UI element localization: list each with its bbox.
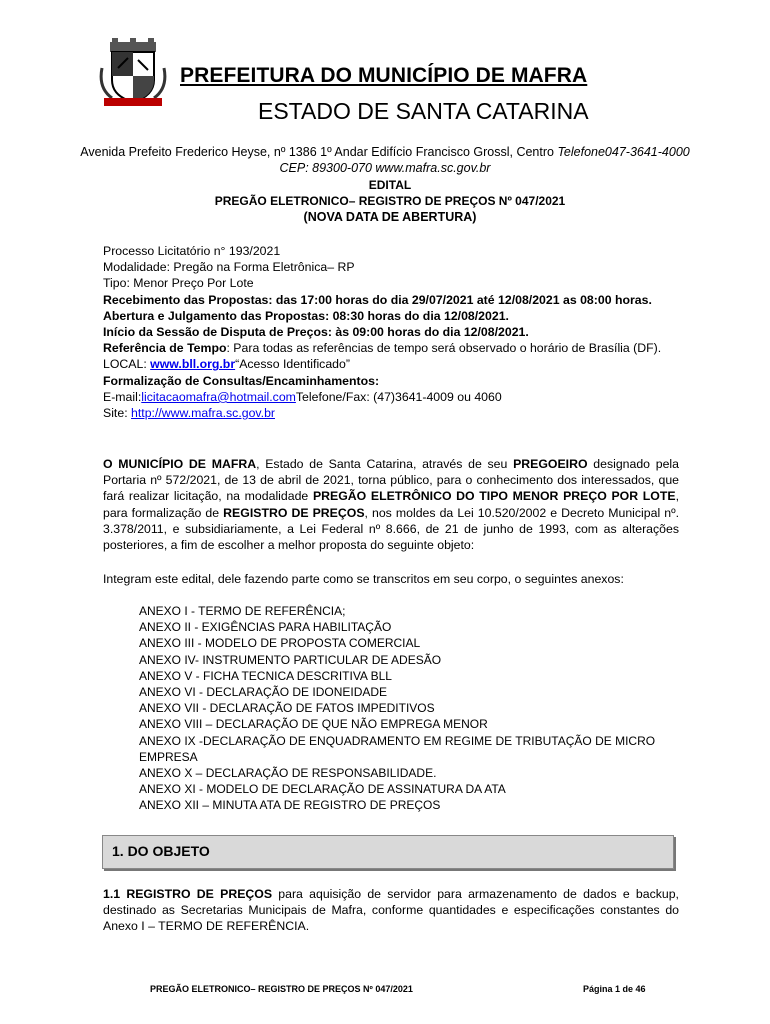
list-item: ANEXO X – DECLARAÇÃO DE RESPONSABILIDADE. (139, 766, 437, 781)
info-block (103, 243, 679, 421)
email-link[interactable]: licitacaomafra@hotmail.com (141, 389, 296, 404)
cep-website: CEP: 89300-070 www.mafra.sc.gov.br (279, 161, 491, 175)
annex-list (139, 603, 655, 814)
list-item: ANEXO III - MODELO DE PROPOSTA COMERCIAL (139, 636, 421, 651)
formalizacao-line: Formalização de Consultas/Encaminhamentos: (103, 373, 380, 388)
site-line (103, 405, 679, 421)
modalidade-line: Modalidade: Pregão na Forma Eletrônica– RP (103, 260, 355, 275)
integram-line: Integram este edital, dele fazendo parte como se transcritos em seu corpo, o seguintes anexos: (103, 572, 624, 586)
abertura-line: Abertura e Julgamento das Propostas: 08:30 horas do dia 12/08/2021. (103, 308, 509, 323)
intro-text-1: , Estado de Santa Catarina, através de seu (256, 457, 514, 471)
section-heading: 1. DO OBJETO (112, 843, 210, 859)
intro-bold-1: O MUNICÍPIO DE MAFRA (103, 457, 257, 471)
intro-bold-3: PREGÃO ELETRÔNICO DO TIPO MENOR PREÇO POR LOTE (312, 489, 676, 504)
list-item: EMPRESA (139, 749, 198, 764)
intro-paragraph (103, 456, 679, 553)
municipal-crest-logo (98, 38, 168, 108)
email-label: E-mail: (103, 389, 142, 404)
page-title: PREFEITURA DO MUNICÍPIO DE MAFRA (180, 64, 588, 87)
site-link[interactable]: http://www.mafra.sc.gov.br (131, 406, 275, 421)
section-heading-box (102, 835, 674, 869)
list-item: ANEXO VI - DECLARAÇÃO DE IDONEIDADE (139, 685, 388, 700)
pregao-heading: PREGÃO ELETRONICO– REGISTRO DE PREÇOS Nº 047/2021 (214, 194, 566, 208)
tipo-line: Tipo: Menor Preço Por Lote (103, 276, 254, 291)
processo-line: Processo Licitatório n° 193/2021 (103, 244, 281, 258)
intro-bold-4: REGISTRO DE PREÇOS (223, 505, 365, 520)
list-item: ANEXO XII – MINUTA ATA DE REGISTRO DE PREÇOS (139, 798, 441, 813)
intro-text-2: designado pela Portaria nº 572/2021, de 13 de abril de 2021, torna público, para o conhecimento dos interessados, que fará realizar licitação, na modalidade (103, 457, 679, 504)
list-item: ANEXO II - EXIGÊNCIAS PARA HABILITAÇÃO (139, 620, 392, 635)
list-item: ANEXO VII - DECLARAÇÃO DE FATOS IMPEDITIVOS (139, 701, 435, 716)
section-bold: 1.1 REGISTRO DE PREÇOS (103, 887, 273, 901)
intro-text-3: , para formalização de (103, 489, 679, 520)
local-text: “Acesso Identificado” (235, 357, 350, 372)
address-block (0, 144, 770, 176)
referencia-label: Referência de Tempo (103, 341, 227, 356)
page-subtitle: ESTADO DE SANTA CATARINA (258, 98, 589, 124)
list-item: ANEXO IV- INSTRUMENTO PARTICULAR DE ADESÃO (139, 652, 442, 667)
referencia-line (103, 340, 679, 356)
section-paragraph (103, 886, 679, 935)
address-line: Avenida Prefeito Frederico Heyse, nº 1386 1º Andar Edifício Francisco Grossl, Centro (80, 145, 558, 159)
inicio-line: Início da Sessão de Disputa de Preços: às 09:00 horas do dia 12/08/2021. (103, 325, 529, 340)
section-text: para aquisição de servidor para armazenamento de dados e backup, destinado as Secretarias Municipais de Mafra, conforme quantidades e especificações constantes do Anexo I – TERMO DE REFERÊNCIA. (103, 887, 679, 934)
email-line (103, 389, 679, 405)
phone: Telefone047-3641-4000 (557, 145, 690, 159)
intro-text-4: , nos moldes da Lei 10.520/2002 e Decreto Municipal nº. 3.378/2011, e subsidiariamente, a Lei Federal nº 8.666, de 21 de junho de 1993, com as alterações posteriores, a fim de escolher a melhor proposta do seguinte objeto: (103, 505, 679, 553)
local-label: LOCAL: (103, 357, 151, 372)
footer-title: PREGÃO ELETRONICO– REGISTRO DE PREÇOS Nº 047/2021 (150, 984, 413, 994)
intro-bold-2: PREGOEIRO (513, 457, 588, 471)
list-item: ANEXO I - TERMO DE REFERÊNCIA; (139, 604, 346, 618)
local-line (103, 356, 679, 372)
list-item: ANEXO IX -DECLARAÇÃO DE ENQUADRAMENTO EM REGIME DE TRIBUTAÇÃO DE MICRO (139, 733, 656, 748)
list-item: ANEXO VIII – DECLARAÇÃO DE QUE NÃO EMPREGA MENOR (139, 717, 488, 732)
referencia-text: : Para todas as referências de tempo será observado o horário de Brasília (DF). (226, 341, 662, 356)
email-phone: Telefone/Fax: (47)3641-4009 ou 4060 (295, 389, 502, 404)
list-item: ANEXO XI - MODELO DE DECLARAÇÃO DE ASSINATURA DA ATA (139, 782, 506, 797)
nova-data-heading: (NOVA DATA DE ABERTURA) (303, 210, 477, 224)
bll-link[interactable]: www.bll.org.br (150, 357, 236, 372)
page-number: Página 1 de 46 (583, 984, 646, 994)
recebimento-line: Recebimento das Propostas: das 17:00 horas do dia 29/07/2021 até 12/08/2021 as 08:00 horas. (103, 292, 652, 307)
edital-label: EDITAL (368, 178, 412, 192)
list-item: ANEXO V - FICHA TECNICA DESCRITIVA BLL (139, 668, 392, 683)
site-label: Site: (103, 406, 132, 421)
